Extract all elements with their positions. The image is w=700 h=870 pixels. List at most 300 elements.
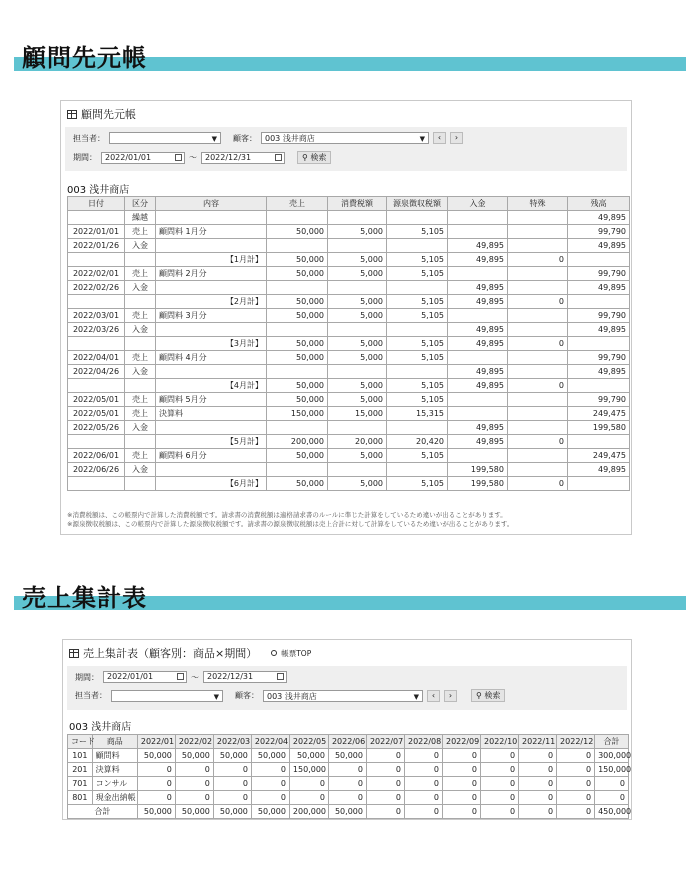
cell-date: 2022/01/26 bbox=[68, 239, 125, 253]
cell-code: 101 bbox=[68, 749, 93, 763]
staff-label: 担当者： bbox=[75, 691, 107, 700]
cell-value: 0 bbox=[289, 777, 328, 791]
staff-select[interactable] bbox=[111, 690, 223, 702]
cell-value: 0 bbox=[366, 777, 404, 791]
summary-panel-title: 売上集計表（顧客別：商品×期間） bbox=[83, 647, 258, 660]
total-row bbox=[68, 805, 629, 819]
table-row bbox=[68, 421, 630, 435]
cell-date bbox=[68, 253, 125, 267]
cell-balance: 249,475 bbox=[568, 449, 630, 463]
ledger-panel-header bbox=[67, 106, 136, 122]
column-header: 2022/06 bbox=[328, 735, 366, 749]
cell-deposit: 49,895 bbox=[448, 239, 508, 253]
cell-balance: 249,475 bbox=[568, 407, 630, 421]
cell-special: 0 bbox=[508, 337, 568, 351]
cell-sales: 50,000 bbox=[267, 351, 328, 365]
cell-date: 2022/03/26 bbox=[68, 323, 125, 337]
cell-kind: 繰越 bbox=[125, 211, 156, 225]
cell-content: 【5月計】 bbox=[156, 435, 267, 449]
cell-balance bbox=[568, 379, 630, 393]
cell-content: 顧問料 3月分 bbox=[156, 309, 267, 323]
cell-value: 0 bbox=[481, 791, 519, 805]
column-header: 2022/01 bbox=[137, 735, 175, 749]
table-row bbox=[68, 281, 630, 295]
cell-value: 0 bbox=[137, 777, 175, 791]
cell-tax bbox=[328, 421, 387, 435]
column-header: 入金 bbox=[448, 197, 508, 211]
cell-date: 2022/02/26 bbox=[68, 281, 125, 295]
client-label: 顧客： bbox=[233, 133, 257, 143]
column-header: 売上 bbox=[267, 197, 328, 211]
cell-value: 0 bbox=[443, 763, 481, 777]
total-value: 0 bbox=[481, 805, 519, 819]
search-icon: ⚲ bbox=[302, 153, 308, 162]
cell-date: 2022/05/01 bbox=[68, 393, 125, 407]
cell-sales bbox=[267, 281, 328, 295]
cell-product: 現金出納帳 bbox=[92, 791, 137, 805]
cell-value: 0 bbox=[404, 791, 442, 805]
chevron-down-icon: ▼ bbox=[419, 135, 425, 143]
cell-date bbox=[68, 295, 125, 309]
cell-deposit bbox=[448, 393, 508, 407]
cell-value: 0 bbox=[328, 777, 366, 791]
date-from-input[interactable] bbox=[101, 152, 185, 164]
cell-value: 0 bbox=[595, 791, 629, 805]
cell-sales: 50,000 bbox=[267, 449, 328, 463]
cell-deposit: 199,580 bbox=[448, 463, 508, 477]
cell-code: 201 bbox=[68, 763, 93, 777]
cell-balance bbox=[568, 435, 630, 449]
summary-panel-header bbox=[69, 645, 311, 661]
prev-client-button[interactable]: ‹ bbox=[427, 690, 440, 702]
cell-tax: 5,000 bbox=[328, 309, 387, 323]
table-row bbox=[68, 449, 630, 463]
cell-content bbox=[156, 211, 267, 225]
total-value: 0 bbox=[443, 805, 481, 819]
next-client-button[interactable]: › bbox=[450, 132, 463, 144]
summary-heading-text: 売上集計表 bbox=[22, 584, 147, 612]
calendar-icon[interactable] bbox=[177, 673, 184, 680]
table-row bbox=[68, 351, 630, 365]
date-from-value: 2022/01/01 bbox=[107, 672, 154, 681]
period-label: 期間： bbox=[73, 153, 97, 162]
cell-sales: 50,000 bbox=[267, 309, 328, 323]
cell-date: 2022/05/01 bbox=[68, 407, 125, 421]
cell-value: 0 bbox=[443, 777, 481, 791]
cell-balance: 49,895 bbox=[568, 211, 630, 225]
cell-content: 顧問料 2月分 bbox=[156, 267, 267, 281]
table-row bbox=[68, 309, 630, 323]
cell-content: 決算料 bbox=[156, 407, 267, 421]
cell-kind: 売上 bbox=[125, 267, 156, 281]
cell-value: 0 bbox=[213, 777, 251, 791]
date-to-value: 2022/12/31 bbox=[207, 672, 254, 681]
total-label: 合計 bbox=[68, 805, 138, 819]
ledger-header-row bbox=[68, 197, 630, 211]
report-top-icon bbox=[271, 650, 277, 656]
ledger-heading-text: 顧問先元帳 bbox=[22, 44, 147, 72]
column-header: 2022/03 bbox=[213, 735, 251, 749]
cell-tax: 5,000 bbox=[328, 337, 387, 351]
cell-wh: 5,105 bbox=[387, 337, 448, 351]
cell-sales bbox=[267, 323, 328, 337]
total-value: 0 bbox=[557, 805, 595, 819]
cell-sales bbox=[267, 239, 328, 253]
cell-product: 決算料 bbox=[92, 763, 137, 777]
cell-wh bbox=[387, 323, 448, 337]
cell-sales: 150,000 bbox=[267, 407, 328, 421]
cell-value: 0 bbox=[481, 763, 519, 777]
column-header: 2022/02 bbox=[175, 735, 213, 749]
search-button-label: 検索 bbox=[310, 153, 327, 162]
cell-wh: 5,105 bbox=[387, 351, 448, 365]
cell-deposit bbox=[448, 407, 508, 421]
table-row bbox=[68, 791, 629, 805]
cell-value: 0 bbox=[404, 777, 442, 791]
cell-value: 0 bbox=[213, 763, 251, 777]
summary-panel bbox=[62, 639, 632, 820]
subtotal-row bbox=[68, 435, 630, 449]
cell-sales: 50,000 bbox=[267, 253, 328, 267]
date-to-input[interactable] bbox=[203, 671, 287, 683]
cell-kind: 売上 bbox=[125, 393, 156, 407]
cell-product: 顧問料 bbox=[92, 749, 137, 763]
cell-balance bbox=[568, 295, 630, 309]
cell-date bbox=[68, 211, 125, 225]
total-value: 50,000 bbox=[175, 805, 213, 819]
calendar-icon[interactable] bbox=[275, 154, 282, 161]
column-header: 源泉徴収税額 bbox=[387, 197, 448, 211]
column-header: 残高 bbox=[568, 197, 630, 211]
cell-kind: 売上 bbox=[125, 407, 156, 421]
date-to-value: 2022/12/31 bbox=[205, 152, 252, 162]
cell-special: 0 bbox=[508, 295, 568, 309]
table-row bbox=[68, 749, 629, 763]
cell-wh bbox=[387, 211, 448, 225]
summary-table bbox=[67, 734, 632, 819]
calendar-icon[interactable] bbox=[175, 154, 182, 161]
cell-kind: 売上 bbox=[125, 449, 156, 463]
cell-deposit: 49,895 bbox=[448, 323, 508, 337]
cell-tax bbox=[328, 463, 387, 477]
cell-special bbox=[508, 421, 568, 435]
date-from-input[interactable] bbox=[103, 671, 187, 683]
ledger-panel bbox=[60, 100, 632, 535]
cell-tax bbox=[328, 365, 387, 379]
cell-wh: 5,105 bbox=[387, 477, 448, 491]
cell-value: 0 bbox=[366, 763, 404, 777]
cell-deposit: 49,895 bbox=[448, 435, 508, 449]
subtotal-row bbox=[68, 379, 630, 393]
cell-wh: 15,315 bbox=[387, 407, 448, 421]
ledger-filter-row-2 bbox=[73, 151, 331, 164]
column-header: 消費税額 bbox=[328, 197, 387, 211]
cell-code: 701 bbox=[68, 777, 93, 791]
client-select[interactable] bbox=[261, 132, 429, 144]
cell-deposit: 49,895 bbox=[448, 281, 508, 295]
cell-sales bbox=[267, 211, 328, 225]
column-header: 2022/10 bbox=[481, 735, 519, 749]
cell-value: 0 bbox=[443, 749, 481, 763]
cell-tax: 5,000 bbox=[328, 295, 387, 309]
total-value: 50,000 bbox=[213, 805, 251, 819]
cell-value: 0 bbox=[519, 749, 557, 763]
cell-content bbox=[156, 239, 267, 253]
cell-tax: 5,000 bbox=[328, 225, 387, 239]
cell-value: 0 bbox=[519, 763, 557, 777]
cell-balance: 49,895 bbox=[568, 281, 630, 295]
cell-sales bbox=[267, 365, 328, 379]
ledger-client-name: 003 浅井商店 bbox=[67, 185, 130, 196]
search-button[interactable] bbox=[471, 689, 505, 702]
total-value: 50,000 bbox=[251, 805, 289, 819]
cell-wh: 5,105 bbox=[387, 267, 448, 281]
cell-kind bbox=[125, 337, 156, 351]
cell-value: 0 bbox=[289, 791, 328, 805]
cell-wh bbox=[387, 421, 448, 435]
report-top-link[interactable]: 帳票TOP bbox=[281, 648, 312, 658]
cell-value: 0 bbox=[213, 791, 251, 805]
cell-product: コンサル bbox=[92, 777, 137, 791]
cell-balance: 49,895 bbox=[568, 239, 630, 253]
cell-special bbox=[508, 281, 568, 295]
summary-body bbox=[68, 749, 632, 819]
cell-value: 0 bbox=[366, 791, 404, 805]
cell-kind: 入金 bbox=[125, 421, 156, 435]
cell-date: 2022/01/01 bbox=[68, 225, 125, 239]
cell-tax: 15,000 bbox=[328, 407, 387, 421]
cell-deposit: 49,895 bbox=[448, 337, 508, 351]
cell-special bbox=[508, 449, 568, 463]
cell-value: 0 bbox=[137, 763, 175, 777]
cell-special bbox=[508, 351, 568, 365]
cell-kind: 入金 bbox=[125, 463, 156, 477]
cell-content: 【3月計】 bbox=[156, 337, 267, 351]
search-icon: ⚲ bbox=[476, 691, 482, 700]
cell-value: 0 bbox=[251, 791, 289, 805]
summary-filter-row-2 bbox=[75, 689, 505, 702]
cell-value: 0 bbox=[557, 777, 595, 791]
cell-date: 2022/06/01 bbox=[68, 449, 125, 463]
table-row bbox=[68, 365, 630, 379]
cell-kind: 売上 bbox=[125, 309, 156, 323]
ledger-notes bbox=[67, 511, 513, 529]
chevron-down-icon: ▼ bbox=[413, 692, 419, 701]
column-header: コード bbox=[68, 735, 93, 749]
cell-value: 50,000 bbox=[289, 749, 328, 763]
cell-wh: 5,105 bbox=[387, 253, 448, 267]
cell-wh: 5,105 bbox=[387, 309, 448, 323]
cell-balance: 49,895 bbox=[568, 463, 630, 477]
cell-tax: 5,000 bbox=[328, 351, 387, 365]
cell-special bbox=[508, 267, 568, 281]
column-header: 合計 bbox=[595, 735, 629, 749]
cell-special: 0 bbox=[508, 379, 568, 393]
staff-label: 担当者： bbox=[73, 133, 105, 143]
cell-wh bbox=[387, 239, 448, 253]
summary-client-name: 003 浅井商店 bbox=[69, 722, 132, 733]
cell-kind: 売上 bbox=[125, 351, 156, 365]
total-value: 50,000 bbox=[137, 805, 175, 819]
cell-wh bbox=[387, 281, 448, 295]
cell-value: 0 bbox=[175, 791, 213, 805]
cell-deposit: 49,895 bbox=[448, 365, 508, 379]
column-header: 2022/11 bbox=[519, 735, 557, 749]
cell-deposit bbox=[448, 309, 508, 323]
cell-wh: 5,105 bbox=[387, 295, 448, 309]
cell-value: 0 bbox=[404, 763, 442, 777]
column-header: 2022/09 bbox=[443, 735, 481, 749]
cell-value: 0 bbox=[595, 777, 629, 791]
cell-sales: 50,000 bbox=[267, 379, 328, 393]
prev-client-button[interactable]: ‹ bbox=[433, 132, 446, 144]
cell-wh bbox=[387, 463, 448, 477]
calendar-icon[interactable] bbox=[277, 673, 284, 680]
cell-deposit: 49,895 bbox=[448, 253, 508, 267]
summary-header-row bbox=[68, 735, 629, 749]
cell-deposit bbox=[448, 211, 508, 225]
cell-kind bbox=[125, 295, 156, 309]
cell-value: 0 bbox=[481, 777, 519, 791]
cell-value: 150,000 bbox=[289, 763, 328, 777]
total-value: 50,000 bbox=[328, 805, 366, 819]
cell-content bbox=[156, 365, 267, 379]
cell-balance: 99,790 bbox=[568, 393, 630, 407]
cell-special bbox=[508, 407, 568, 421]
cell-date: 2022/04/26 bbox=[68, 365, 125, 379]
cell-date bbox=[68, 477, 125, 491]
cell-value: 0 bbox=[251, 763, 289, 777]
chevron-down-icon: ▼ bbox=[213, 692, 219, 701]
cell-special: 0 bbox=[508, 435, 568, 449]
client-label: 顧客： bbox=[235, 691, 259, 700]
cell-deposit: 49,895 bbox=[448, 295, 508, 309]
cell-value: 50,000 bbox=[328, 749, 366, 763]
cell-tax: 5,000 bbox=[328, 477, 387, 491]
column-header: 内容 bbox=[156, 197, 267, 211]
cell-tax: 20,000 bbox=[328, 435, 387, 449]
cell-content: 【6月計】 bbox=[156, 477, 267, 491]
cell-value: 50,000 bbox=[175, 749, 213, 763]
date-from-value: 2022/01/01 bbox=[105, 152, 152, 162]
total-value: 0 bbox=[404, 805, 442, 819]
cell-balance: 199,580 bbox=[568, 421, 630, 435]
column-header: 2022/04 bbox=[251, 735, 289, 749]
cell-value: 0 bbox=[443, 791, 481, 805]
cell-deposit bbox=[448, 225, 508, 239]
cell-deposit bbox=[448, 449, 508, 463]
column-header: 特殊 bbox=[508, 197, 568, 211]
cell-date bbox=[68, 435, 125, 449]
client-select[interactable] bbox=[263, 690, 423, 702]
cell-content: 顧問料 4月分 bbox=[156, 351, 267, 365]
cell-content bbox=[156, 323, 267, 337]
cell-special: 0 bbox=[508, 477, 568, 491]
next-client-button[interactable]: › bbox=[444, 690, 457, 702]
cell-special bbox=[508, 239, 568, 253]
cell-value: 0 bbox=[137, 791, 175, 805]
staff-select[interactable] bbox=[109, 132, 221, 144]
cell-tax: 5,000 bbox=[328, 253, 387, 267]
cell-value: 50,000 bbox=[251, 749, 289, 763]
cell-tax: 5,000 bbox=[328, 267, 387, 281]
cell-value: 0 bbox=[251, 777, 289, 791]
cell-sales: 50,000 bbox=[267, 295, 328, 309]
cell-balance bbox=[568, 477, 630, 491]
cell-date: 2022/02/01 bbox=[68, 267, 125, 281]
cell-code: 801 bbox=[68, 791, 93, 805]
table-row bbox=[68, 407, 630, 421]
search-button[interactable] bbox=[297, 151, 331, 164]
cell-kind: 入金 bbox=[125, 365, 156, 379]
column-header: 2022/05 bbox=[289, 735, 328, 749]
note-line-2: ※源泉徴収税額は、この帳票内で計算した源泉徴収税額です。請求書の源泉徴収税額は売上合計に対して計算をしているため違いが出ることがあります。 bbox=[67, 520, 514, 528]
ledger-filter-area bbox=[65, 127, 627, 171]
cell-value: 0 bbox=[175, 763, 213, 777]
date-to-input[interactable] bbox=[201, 152, 285, 164]
cell-kind: 入金 bbox=[125, 239, 156, 253]
cell-balance bbox=[568, 337, 630, 351]
summary-filter-area bbox=[67, 666, 627, 710]
ledger-table bbox=[67, 196, 630, 491]
cell-wh: 5,105 bbox=[387, 393, 448, 407]
cell-tax bbox=[328, 211, 387, 225]
subtotal-row bbox=[68, 253, 630, 267]
column-header: 2022/08 bbox=[404, 735, 442, 749]
cell-wh bbox=[387, 365, 448, 379]
cell-balance: 99,790 bbox=[568, 309, 630, 323]
cell-special bbox=[508, 225, 568, 239]
table-row bbox=[68, 211, 630, 225]
subtotal-row bbox=[68, 337, 630, 351]
cell-value: 0 bbox=[557, 749, 595, 763]
cell-date: 2022/05/26 bbox=[68, 421, 125, 435]
cell-tax bbox=[328, 239, 387, 253]
cell-kind bbox=[125, 379, 156, 393]
table-row bbox=[68, 463, 630, 477]
cell-balance: 49,895 bbox=[568, 323, 630, 337]
cell-special bbox=[508, 323, 568, 337]
client-select-value: 003 浅井商店 bbox=[267, 691, 317, 701]
cell-kind: 入金 bbox=[125, 281, 156, 295]
ledger-section-heading bbox=[14, 38, 686, 74]
cell-date bbox=[68, 337, 125, 351]
cell-value: 150,000 bbox=[595, 763, 629, 777]
column-header: 2022/12 bbox=[557, 735, 595, 749]
cell-date bbox=[68, 379, 125, 393]
cell-tax: 5,000 bbox=[328, 393, 387, 407]
cell-wh: 5,105 bbox=[387, 449, 448, 463]
cell-tax bbox=[328, 281, 387, 295]
cell-sales: 200,000 bbox=[267, 435, 328, 449]
cell-content bbox=[156, 281, 267, 295]
cell-value: 50,000 bbox=[213, 749, 251, 763]
total-value: 450,000 bbox=[595, 805, 629, 819]
cell-balance: 49,895 bbox=[568, 365, 630, 379]
table-row bbox=[68, 763, 629, 777]
cell-date: 2022/04/01 bbox=[68, 351, 125, 365]
cell-tax: 5,000 bbox=[328, 449, 387, 463]
cell-date: 2022/06/26 bbox=[68, 463, 125, 477]
cell-special bbox=[508, 365, 568, 379]
cell-content: 【4月計】 bbox=[156, 379, 267, 393]
cell-content: 顧問料 6月分 bbox=[156, 449, 267, 463]
cell-sales bbox=[267, 463, 328, 477]
cell-content bbox=[156, 463, 267, 477]
cell-date: 2022/03/01 bbox=[68, 309, 125, 323]
cell-content: 【1月計】 bbox=[156, 253, 267, 267]
cell-value: 0 bbox=[366, 749, 404, 763]
